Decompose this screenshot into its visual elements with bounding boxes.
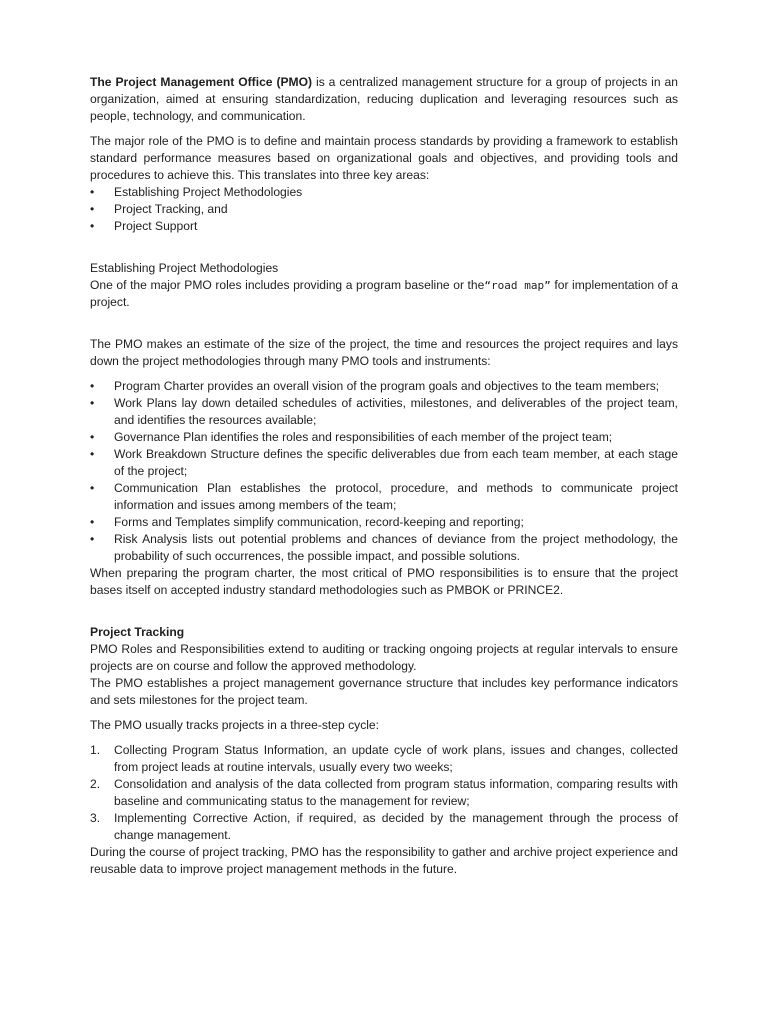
bullet-icon: • bbox=[90, 515, 95, 529]
document-body bbox=[90, 74, 678, 878]
list-item-text: Consolidation and analysis of the data collected from program status information, comparing results with baseline and communicating status to the management for review; bbox=[114, 777, 678, 808]
tracking-paragraph-4: During the course of project tracking, PMO has the responsibility to gather and archive project experience and reusable data to improve project management methods in the future. bbox=[90, 845, 678, 876]
list-item bbox=[90, 378, 678, 395]
key-areas-list bbox=[90, 184, 678, 235]
list-item-text: Program Charter provides an overall vision of the program goals and objectives to the team members; bbox=[114, 379, 660, 393]
list-item-text: Implementing Corrective Action, if required, as decided by the management through the process of change management. bbox=[114, 811, 678, 842]
list-item-text: Governance Plan identifies the roles and responsibilities of each member of the project team; bbox=[114, 430, 613, 444]
step-number: 1. bbox=[90, 743, 101, 757]
list-item bbox=[90, 810, 678, 844]
list-item-text: Project Support bbox=[114, 219, 198, 233]
list-item-text: Collecting Program Status Information, an update cycle of work plans, issues and changes, collected from project leads at routine intervals, usually every two weeks; bbox=[114, 743, 678, 774]
tracking-paragraph-3: The PMO usually tracks projects in a three-step cycle: bbox=[90, 718, 380, 732]
tracking-steps-list bbox=[90, 742, 678, 844]
tracking-heading bbox=[90, 624, 678, 641]
list-item-text: Establishing Project Methodologies bbox=[114, 185, 303, 199]
list-item-text: Risk Analysis lists out potential problems and chances of deviance from the project methodology, the probability of such occurrences, the possible impact, and possible solutions. bbox=[114, 532, 678, 563]
list-item bbox=[90, 742, 678, 776]
bullet-icon: • bbox=[90, 532, 95, 546]
step-number: 3. bbox=[90, 811, 101, 825]
intro-paragraph bbox=[90, 74, 678, 125]
list-item bbox=[90, 480, 678, 514]
step-number: 2. bbox=[90, 777, 101, 791]
list-item bbox=[90, 514, 678, 531]
road-map-text: “road map” bbox=[484, 279, 551, 292]
bullet-icon: • bbox=[90, 481, 95, 495]
bullet-icon: • bbox=[90, 396, 95, 410]
list-item-text: Project Tracking, and bbox=[114, 202, 228, 216]
list-item-text: Work Plans lay down detailed schedules of activities, milestones, and deliverables of the project team, and identifies the resources available; bbox=[114, 396, 678, 427]
list-item bbox=[90, 218, 678, 235]
methodologies-paragraph-2: The PMO makes an estimate of the size of the project, the time and resources the project requires and lays down the project methodologies through many PMO tools and instruments: bbox=[90, 337, 678, 368]
bullet-icon: • bbox=[90, 202, 95, 216]
bullet-icon: • bbox=[90, 447, 95, 461]
pmo-tools-list bbox=[90, 378, 678, 565]
list-item bbox=[90, 395, 678, 429]
bullet-icon: • bbox=[90, 219, 95, 233]
text-run: One of the major PMO roles includes providing a program baseline or the bbox=[90, 278, 485, 292]
list-item bbox=[90, 429, 678, 446]
list-item-text: Work Breakdown Structure defines the specific deliverables due from each team member, at each stage of the project; bbox=[114, 447, 678, 478]
tracking-heading-text: Project Tracking bbox=[90, 625, 185, 639]
intro-lead-rest: is a centralized management structure for a group of projects in an organization, aimed at ensuring standardization, reducing duplication and leveraging resources such as people, technology, and communication. bbox=[90, 75, 678, 123]
list-item-text: Communication Plan establishes the protocol, procedure, and methods to communicate project information and issues among members of the team; bbox=[114, 481, 678, 512]
list-item bbox=[90, 446, 678, 480]
methodologies-paragraph-1 bbox=[90, 277, 678, 311]
tracking-paragraph-1: PMO Roles and Responsibilities extend to auditing or tracking ongoing projects at regular intervals to ensure projects are on course and follow the approved methodology. bbox=[90, 642, 678, 673]
list-item-text: Forms and Templates simplify communication, record-keeping and reporting; bbox=[114, 515, 524, 529]
list-item bbox=[90, 531, 678, 565]
bullet-icon: • bbox=[90, 185, 95, 199]
methodologies-heading: Establishing Project Methodologies bbox=[90, 261, 279, 275]
bullet-icon: • bbox=[90, 379, 95, 393]
list-item bbox=[90, 184, 678, 201]
list-item bbox=[90, 201, 678, 218]
text-run: for implementation of a project. bbox=[90, 278, 678, 309]
intro-lead-bold: The Project Management Office (PMO) bbox=[90, 75, 313, 89]
role-paragraph: The major role of the PMO is to define and maintain process standards by providing a framework to establish standard performance measures based on organizational goals and objectives, and providing tools and procedures to achieve this. This translates into three key areas: bbox=[90, 134, 678, 182]
methodologies-paragraph-3: When preparing the program charter, the most critical of PMO responsibilities is to ensure that the project bases itself on accepted industry standard methodologies such as PMBOK or PRINCE2. bbox=[90, 566, 678, 597]
bullet-icon: • bbox=[90, 430, 95, 444]
list-item bbox=[90, 776, 678, 810]
tracking-paragraph-2: The PMO establishes a project management governance structure that includes key performance indicators and sets milestones for the project team. bbox=[90, 676, 678, 707]
